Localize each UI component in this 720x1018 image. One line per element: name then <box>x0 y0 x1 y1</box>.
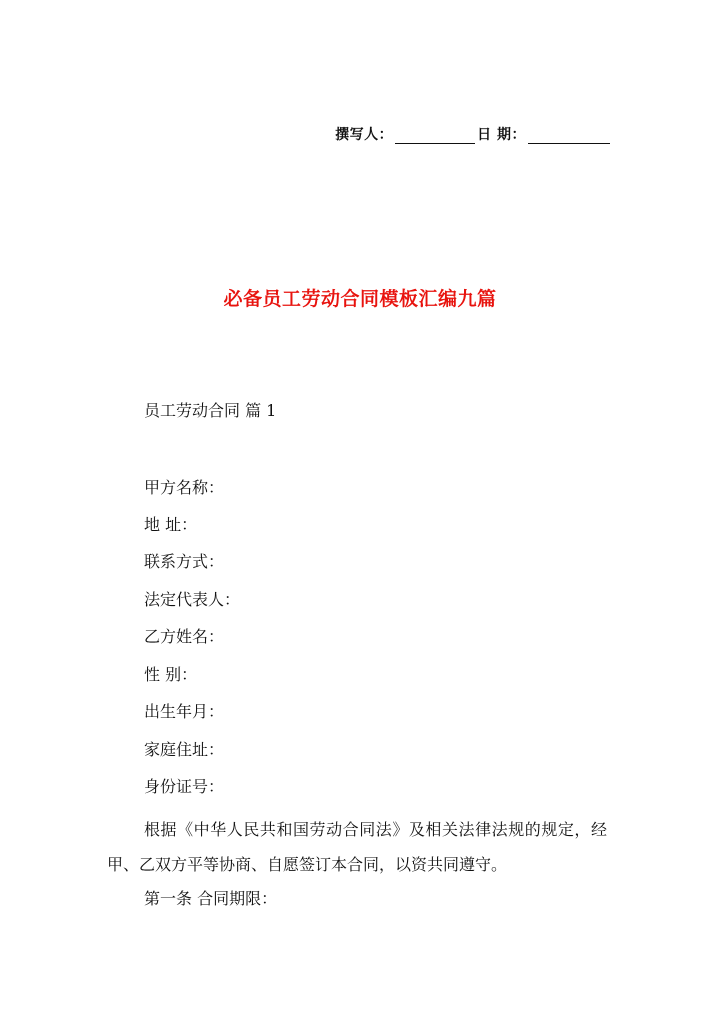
section-heading: 员工劳动合同 篇 1 <box>144 401 277 420</box>
author-blank <box>395 129 475 144</box>
field-home-address: 家庭住址： <box>144 740 225 759</box>
field-address: 地 址： <box>144 515 198 534</box>
article-1-heading: 第一条 合同期限： <box>144 889 278 908</box>
field-id-number: 身份证号： <box>144 777 225 796</box>
field-birth-date: 出生年月： <box>144 702 225 721</box>
field-legal-representative: 法定代表人： <box>144 590 241 609</box>
intro-paragraph: 根据《中华人民共和国劳动合同法》及相关法律法规的规定，经甲、乙双方平等协商、自愿签订本合同，以资共同遵守。 <box>107 820 607 874</box>
field-gender: 性 别： <box>144 665 198 684</box>
field-party-a-name: 甲方名称： <box>144 478 225 497</box>
author-date-line <box>335 124 612 144</box>
date-label: 日 期： <box>477 127 526 143</box>
author-label: 撰写人： <box>335 127 394 143</box>
field-contact: 联系方式： <box>144 552 225 571</box>
document-title: 必备员工劳动合同模板汇编九篇 <box>223 288 497 310</box>
date-blank <box>528 129 610 144</box>
field-party-b-name: 乙方姓名： <box>144 627 225 646</box>
